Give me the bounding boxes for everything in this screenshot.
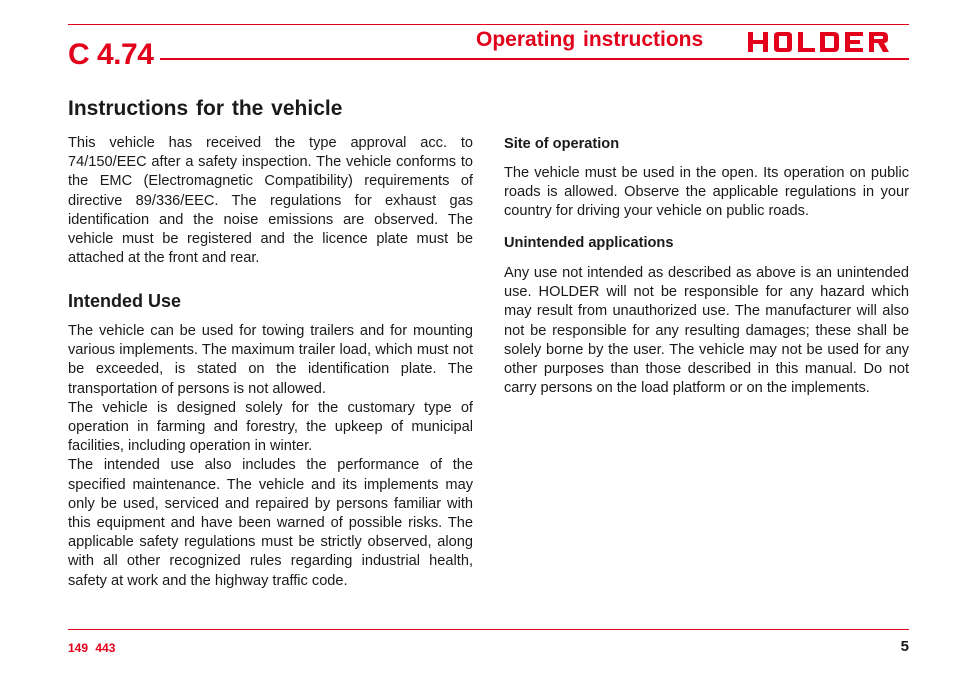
intended-use-paragraph: The intended use also includes the performance of the specified maintenance. The vehicle and its implements may only be used, serviced and repaired by persons familiar with this equipment and have been warned of possible risks. The applicable safety regulations must be strictly observed, along with all other recognized rules regarding industrial health, safety at work and the highway traffic code.	[68, 457, 473, 589]
intro-paragraph: This vehicle has received the type approval acc. to 74/150/EEC after a safety inspection. The vehicle conforms to the EMC (Electromagnetic Compatibility) requirements of directive 89/336/EEC. The regulations for exhaust gas identification and the noise emissions are observed. The vehicle must be registered and the licence plate must be attached at the front and rear.	[68, 135, 473, 267]
page-number: 5	[900, 638, 909, 655]
intended-use-heading: Intended Use	[68, 291, 182, 311]
site-of-operation-column	[504, 164, 909, 222]
intended-use-paragraph: The vehicle is designed solely for the customary type of operation in farming and forestry, the upkeep of municipal facilities, including operation in winter.	[68, 399, 473, 455]
unintended-column	[504, 264, 909, 398]
intended-use-paragraph: The vehicle can be used for towing trailers and for mounting various implements. The maximum trailer load, which must not be exceeded, is stated on the identification plate. The transportation of persons is not allowed.	[68, 323, 473, 397]
site-of-operation-paragraph: The vehicle must be used in the open. Its operation on public roads is allowed. Observe the applicable regulations in your country for driving your vehicle on public roads.	[504, 165, 909, 220]
unintended-paragraph: Any use not intended as described as above is an unintended use. HOLDER will not be responsible for any hazard which may result from unauthorized use. The manufacturer will also not be responsible for any resulting damages; these shall be solely borne by the user. The vehicle may not be used for any other purposes than those described in this manual. Do not carry persons on the load platform or on the implements.	[504, 265, 909, 397]
section-heading: Instructions for the vehicle	[68, 97, 343, 120]
header-top-rule	[68, 24, 909, 25]
holder-logo	[748, 30, 900, 54]
site-of-operation-heading: Site of operation	[504, 136, 620, 152]
header-title-rule	[160, 58, 909, 60]
header-title: Operating instructions	[476, 28, 704, 51]
footer-rule	[68, 629, 909, 630]
intended-use-column	[68, 322, 473, 591]
document-number: 149 443	[68, 641, 116, 655]
intro-column	[68, 134, 473, 268]
model-title: C 4.74	[68, 38, 154, 71]
unintended-heading: Unintended applications	[504, 235, 674, 251]
